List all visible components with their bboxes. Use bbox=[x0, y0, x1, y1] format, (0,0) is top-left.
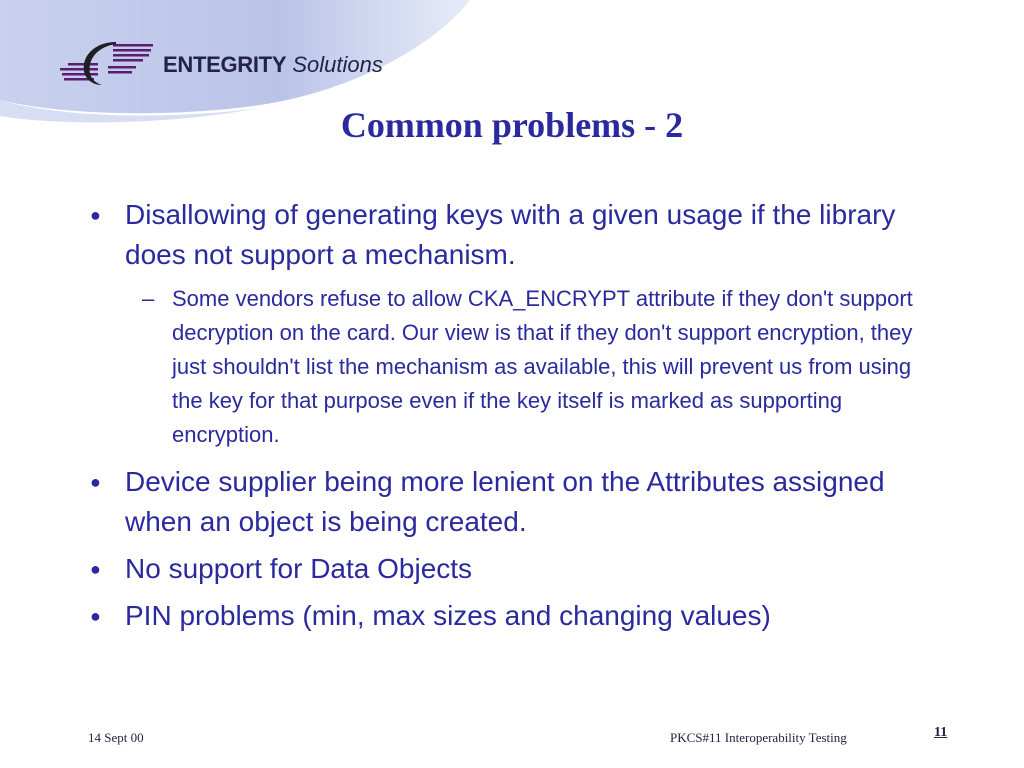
bullet-item bbox=[90, 549, 930, 589]
bullet-text: Device supplier being more lenient on the Attributes assigned when an object is being created. bbox=[125, 466, 885, 537]
entegrity-logo-icon bbox=[58, 38, 158, 88]
bullet-item bbox=[90, 596, 930, 636]
bullet-dot-icon: ● bbox=[90, 205, 101, 225]
bullet-text: PIN problems (min, max sizes and changing values) bbox=[125, 600, 771, 631]
slide-title: Common problems - 2 bbox=[340, 105, 684, 145]
bullet-text: Disallowing of generating keys with a given usage if the library does not support a mechanism. bbox=[125, 199, 896, 270]
brand-primary: ENTEGRITY bbox=[163, 52, 287, 77]
bullet-dot-icon: ● bbox=[90, 472, 101, 492]
brand-secondary: Solutions bbox=[292, 52, 383, 77]
bullet-dot-icon: ● bbox=[90, 606, 101, 626]
sub-bullet-text: Some vendors refuse to allow CKA_ENCRYPT attribute if they don't support decryption on the card. Our view is that if they don't support encryption, they just shouldn't list the mechanism as available, this will prevent us from using the key for that purpose even if the key itself is marked as supporting encryption. bbox=[172, 286, 913, 447]
brand-name bbox=[163, 52, 383, 78]
bullet-text: No support for Data Objects bbox=[125, 553, 473, 584]
footer-date: 14 Sept 00 bbox=[88, 730, 144, 745]
bullet-item bbox=[90, 195, 930, 275]
footer-title: PKCS#11 Interoperability Testing bbox=[670, 730, 847, 745]
bullet-item bbox=[90, 462, 930, 542]
page-number: 11 bbox=[934, 725, 948, 740]
dash-icon: – bbox=[142, 286, 155, 311]
bullet-list bbox=[90, 195, 930, 643]
sub-bullet-item bbox=[90, 282, 930, 452]
bullet-dot-icon: ● bbox=[90, 559, 101, 579]
